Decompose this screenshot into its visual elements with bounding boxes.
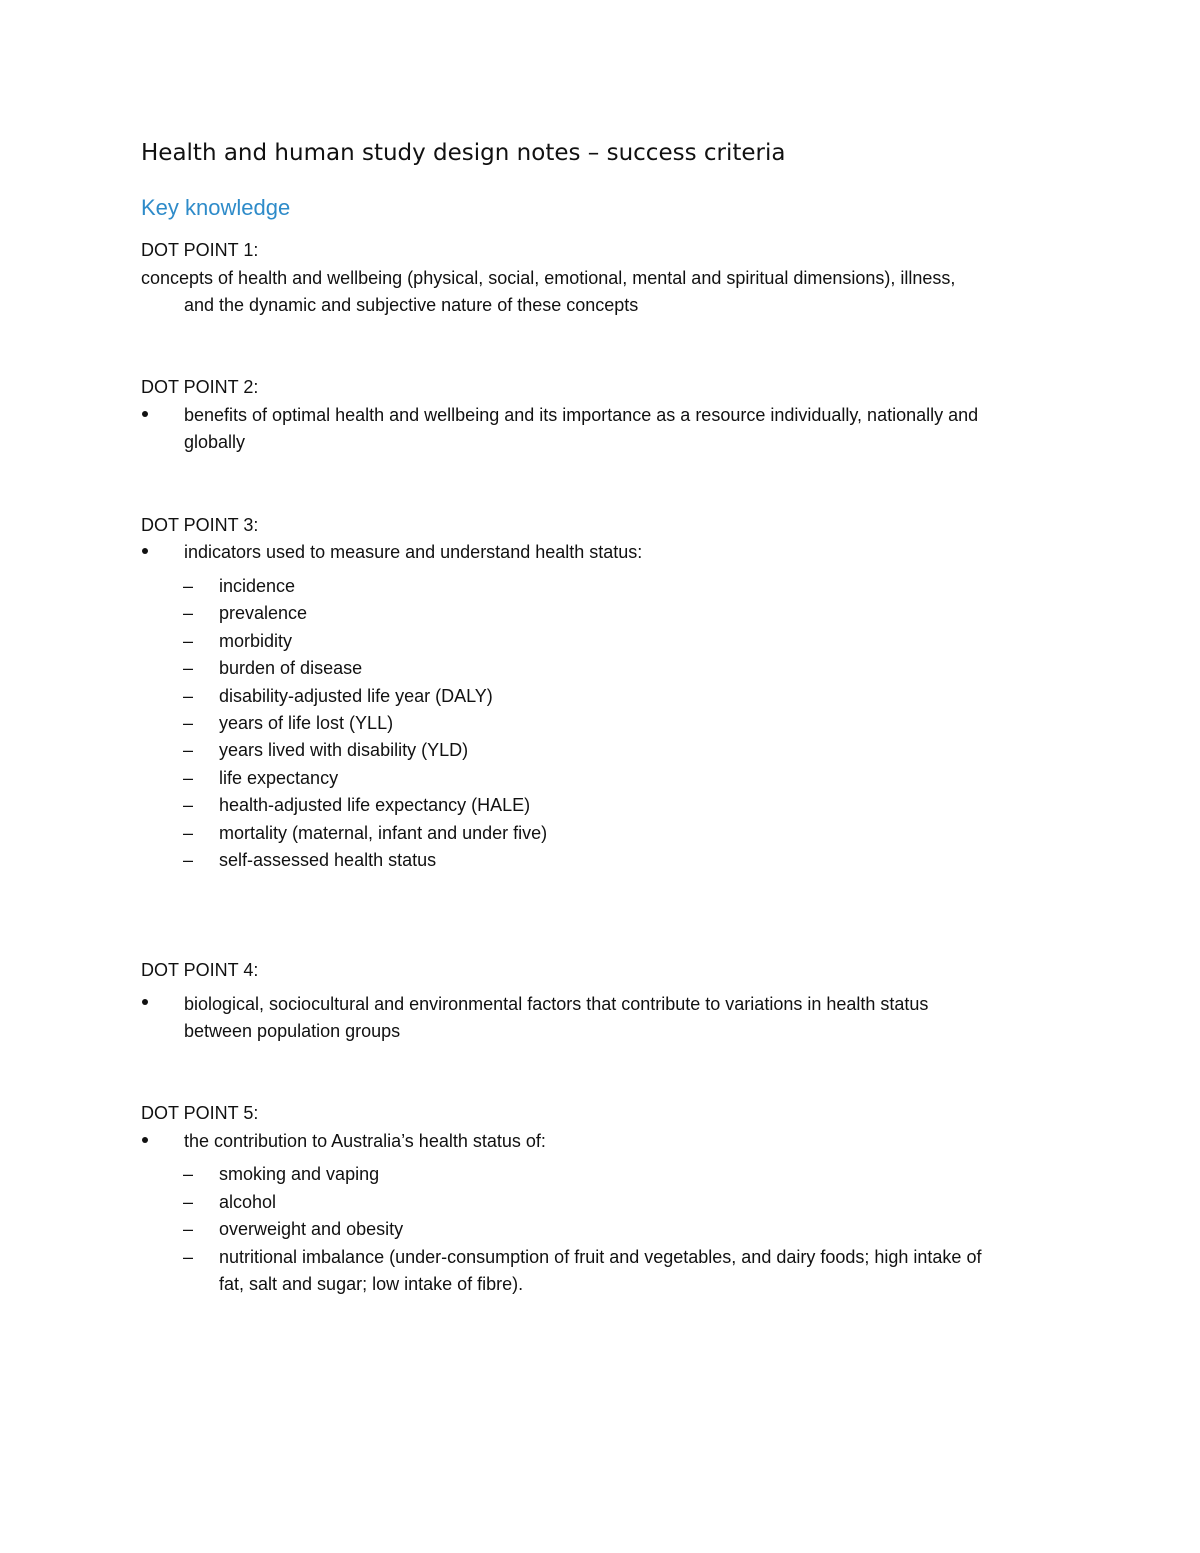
dash-marker: – xyxy=(183,1247,194,1267)
subitem: alcohol xyxy=(219,1192,277,1212)
dash-marker: – xyxy=(183,740,194,760)
dot-point-1-text-line-1: concepts of health and wellbeing (physical, social, emotional, mental and spiritual dimensions), illness, xyxy=(141,268,956,288)
dash-marker: – xyxy=(183,658,194,678)
dash-marker: – xyxy=(183,713,194,733)
dot-point-5-label: DOT POINT 5: xyxy=(141,1103,259,1123)
subitem: nutritional imbalance (under-consumption of fruit and vegetables, and dairy foods; high intake of xyxy=(219,1247,982,1267)
dash-marker: – xyxy=(183,1192,194,1212)
subitem: health-adjusted life expectancy (HALE) xyxy=(219,795,531,815)
dot-point-4-text-line-2: between population groups xyxy=(184,1021,401,1041)
section-heading: Key knowledge xyxy=(141,195,291,220)
subitem: morbidity xyxy=(219,631,293,651)
dot-point-1-text-line-2: and the dynamic and subjective nature of these concepts xyxy=(184,295,639,315)
dot-point-3-bullet-text: indicators used to measure and understand health status: xyxy=(184,542,643,562)
subitem: disability-adjusted life year (DALY) xyxy=(219,686,493,706)
dot-point-4-text-line-1: biological, sociocultural and environmental factors that contribute to variations in health status xyxy=(184,994,929,1014)
bullet-icon xyxy=(142,548,148,554)
dash-marker: – xyxy=(183,768,194,788)
dash-marker: – xyxy=(183,850,194,870)
dot-point-2-label: DOT POINT 2: xyxy=(141,377,259,397)
subitem: self-assessed health status xyxy=(219,850,437,870)
dash-marker: – xyxy=(183,823,194,843)
subitem: smoking and vaping xyxy=(219,1164,380,1184)
bullet-icon xyxy=(142,411,148,417)
subitem: years of life lost (YLL) xyxy=(219,713,394,733)
dash-marker: – xyxy=(183,795,194,815)
dash-marker: – xyxy=(183,631,194,651)
dot-point-3-label: DOT POINT 3: xyxy=(141,515,259,535)
dot-point-5-bullet-text: the contribution to Australia’s health status of: xyxy=(184,1131,546,1151)
subitem: overweight and obesity xyxy=(219,1219,404,1239)
dot-point-4-label: DOT POINT 4: xyxy=(141,960,259,980)
dot-point-1-label: DOT POINT 1: xyxy=(141,240,259,260)
subitem: mortality (maternal, infant and under five) xyxy=(219,823,548,843)
subitem: incidence xyxy=(219,576,296,596)
subitem-continuation: fat, salt and sugar; low intake of fibre). xyxy=(219,1274,524,1294)
subitem: life expectancy xyxy=(219,768,339,788)
dot-point-2-text-line-1: benefits of optimal health and wellbeing and its importance as a resource individually, nationally and xyxy=(184,405,979,425)
dot-point-2-text-line-2: globally xyxy=(184,432,246,452)
document-title: Health and human study design notes – success criteria xyxy=(141,140,786,166)
dash-marker: – xyxy=(183,1219,194,1239)
dash-marker: – xyxy=(183,603,194,623)
subitem: burden of disease xyxy=(219,658,363,678)
subitem: prevalence xyxy=(219,603,308,623)
bullet-icon xyxy=(142,999,148,1005)
bullet-icon xyxy=(142,1137,148,1143)
dash-marker: – xyxy=(183,686,194,706)
dash-marker: – xyxy=(183,576,194,596)
dash-marker: – xyxy=(183,1164,194,1184)
subitem: years lived with disability (YLD) xyxy=(219,740,469,760)
